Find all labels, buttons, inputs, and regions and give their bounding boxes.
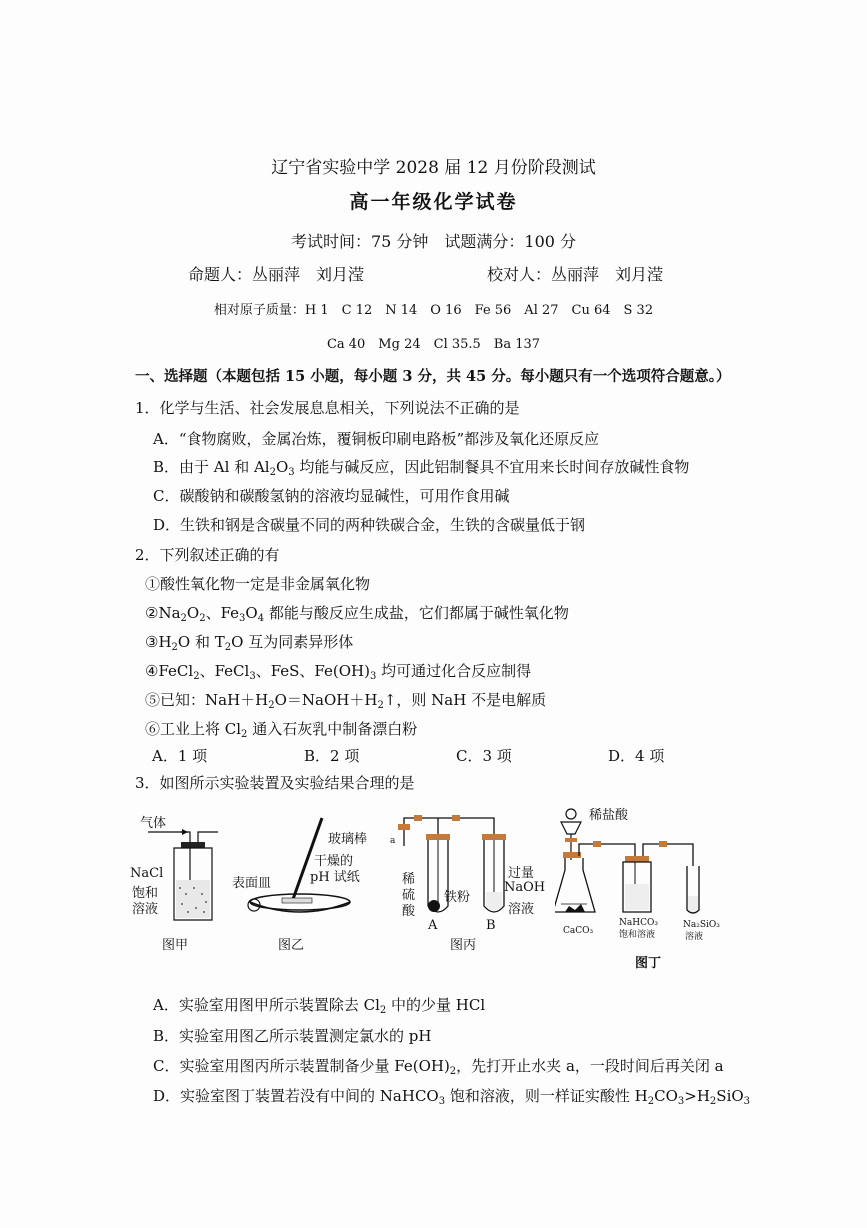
figure-ding [555, 800, 735, 980]
figure-yi [230, 810, 380, 960]
fig-bing-excess-label: 过量 [508, 866, 535, 881]
q2-statement-6: ⑥工业上将 $Cl_2$ 通入石灰乳中制备漂白粉 [145, 720, 418, 740]
q1-option-c: C．碳酸钠和碳酸氢钠的溶液均显碱性，可用作食用碱 [153, 487, 510, 505]
authors: 命题人：丛丽萍 刘月滢 [188, 265, 365, 284]
q2-option-a: A．1 项 [152, 747, 208, 765]
fig-ding-saturated-solution-label: 饱和溶液 [619, 930, 656, 940]
fig-jia-solution-label: 溶液 [132, 902, 159, 917]
fig-yi-caption: 图乙 [278, 938, 305, 953]
fig-bing-naoh-label: NaOH [504, 880, 546, 895]
fig-ding-hcl-label: 稀盐酸 [589, 808, 629, 823]
fig-bing-sulfuric-label: 硫 [402, 888, 416, 903]
fig-jia-nacl-label: NaCl [130, 866, 164, 881]
q3-option-c: C．实验室用图丙所示装置制备少量 $Fe(OH)_2$，先打开止水夹 a，一段时间后再关闭 a [153, 1057, 724, 1077]
section-heading: 一、选择题（本题包括 15 小题，每小题 3 分，共 45 分。每小题只有一个选项符合题意。） [135, 368, 731, 385]
q2-option-d: D．4 项 [608, 747, 665, 765]
school-line: 辽宁省实验中学 2028 届 12 月份阶段测试 [271, 158, 596, 178]
fig-ding-caco3-label: CaCO₃ [563, 926, 594, 936]
q2-statement-1: ①酸性氧化物一定是非金属氧化物 [145, 575, 371, 593]
q1-stem: 1．化学与生活、社会发展息息相关，下列说法不正确的是 [135, 399, 520, 417]
fig-yi-ph-paper-label: pH 试纸 [310, 870, 360, 885]
q2-statement-3: $③H_2O$ 和 $T_2O$ 互为同素异形体 [145, 633, 354, 653]
fig-bing-iron-powder-label: 铁粉 [444, 890, 471, 905]
fig-jia-saturated-label: 饱和 [132, 886, 159, 901]
q2-option-c: C．3 项 [456, 747, 512, 765]
fig-yi-dish-label: 表面皿 [232, 876, 272, 891]
q2-stem: 2．下列叙述正确的有 [135, 546, 280, 564]
q2-statement-2: $②Na_2O_2$、$Fe_3O_4$ 都能与酸反应生成盐，它们都属于碱性氧化物 [145, 604, 569, 624]
fig-ding-caption: 图丁 [635, 956, 662, 971]
fig-bing-tube-a-label: A [428, 918, 438, 933]
fig-bing-acid-label: 酸 [402, 904, 416, 919]
checkers: 校对人：丛丽萍 刘月滢 [487, 265, 664, 284]
q1-option-d: D．生铁和钢是含碳量不同的两种铁碳合金，生铁的含碳量低于钢 [153, 516, 586, 534]
fig-jia-caption: 图甲 [162, 938, 189, 953]
fig-bing-solution-label: 溶液 [508, 902, 535, 917]
q2-option-b: B．2 项 [304, 747, 360, 765]
fig-ding-na2sio3-label: Na₂SiO₃ [683, 920, 720, 930]
fig-ding-solution-label: 溶液 [685, 932, 704, 942]
fig-jia-gas-label: 气体 [140, 816, 167, 831]
fig-bing-tube-b-label: B [486, 918, 496, 933]
q3-option-b: B．实验室用图乙所示装置测定氯水的 pH [153, 1027, 432, 1045]
figure-jia [130, 810, 230, 960]
q2-statement-4: ④FeCl$_2$、FeCl$_3$、FeS、$Fe(OH)_3$ 均可通过化合反应制得 [145, 662, 532, 682]
atomic-mass-line-2: Ca 40 Mg 24 Cl 35.5 Ba 137 [326, 337, 541, 352]
fig-bing-clamp-a-label: a [390, 836, 396, 846]
q3-option-a: A．实验室用图甲所示装置除去 $Cl_2$ 中的少量 HCl [153, 996, 486, 1016]
atomic-mass-line-1: 相对原子质量：H 1 C 12 N 14 O 16 Fe 56 Al 27 Cu 64 S 32 [213, 303, 654, 318]
fig-bing-caption: 图丙 [450, 938, 477, 953]
fig-bing-dilute-label: 稀 [402, 872, 416, 887]
q1-option-a: A．“食物腐败，金属冶炼，覆铜板印刷电路板”都涉及氧化还原反应 [153, 430, 600, 448]
q3-option-d: D．实验室图丁装置若没有中间的 NaHCO$_3$ 饱和溶液，则一样证实酸性 $H_2CO_3>H_2SiO_3$ [153, 1087, 751, 1107]
q2-statement-5: ⑤已知：$NaH+H_2O=NaOH+H_2↑$，则 NaH 不是电解质 [145, 691, 547, 711]
figure-bing [390, 806, 550, 960]
fig-yi-rod-label: 玻璃棒 [328, 832, 368, 847]
time-info: 考试时间：75 分钟 试题满分：100 分 [290, 232, 577, 251]
q3-stem: 3．如图所示实验装置及实验结果合理的是 [135, 774, 415, 792]
q2-options [152, 746, 760, 766]
fig-ding-nahco3-label: NaHCO₃ [619, 918, 658, 928]
exam-title: 高一年级化学试卷 [349, 191, 518, 213]
fig-yi-dry-label: 干燥的 [314, 854, 354, 869]
q1-option-b: B．由于 Al 和 $Al_2O_3$ 均能与碱反应，因此铝制餐具不宜用来长时间存放碱性食物 [153, 458, 690, 478]
